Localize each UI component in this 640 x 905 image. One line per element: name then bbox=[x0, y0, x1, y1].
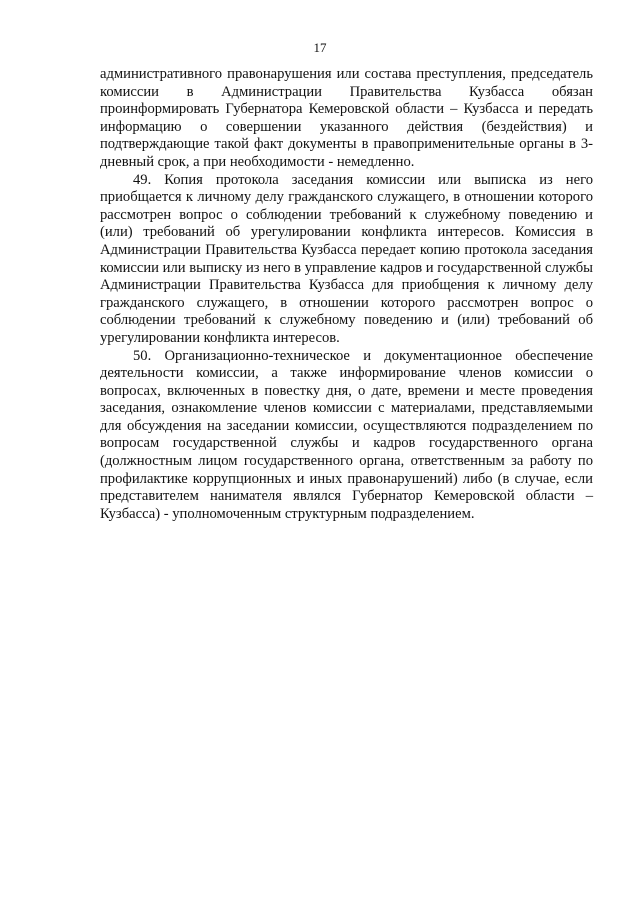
page-number: 17 bbox=[313, 40, 327, 55]
paragraph-continuation: административного правонарушения или состава преступления, председатель комиссии в Администрации Правительства Кузбасса обязан проинформировать Губернатора Кемеровской области – Кузбасса и передать информацию о совершении указанного действия (бездействия) и подтверждающие такой факт документы в правоприменительные органы в 3-дневный срок, а при необходимости - немедленно. bbox=[100, 66, 593, 170]
paragraph-item-49: 49. Копия протокола заседания комиссии или выписка из него приобщается к личному делу гражданского служащего, в отношении которого рассмотрен вопрос о соблюдении требований к служебному поведению и (или) требований об урегулировании конфликта интересов. Комиссия в Администрации Правительства Кузбасса передает копию протокола заседания комиссии или выписку из него в управление кадров и государственной службы Администрации Правительства Кузбасса для приобщения к личному делу гражданского служащего, в отношении которого рассмотрен вопрос о соблюдении требований к служебному поведению и (или) требований об урегулировании конфликта интересов. bbox=[100, 171, 593, 346]
paragraph-item-50: 50. Организационно-техническое и документационное обеспечение деятельности комиссии, а также информирование членов комиссии о вопросах, включенных в повестку дня, о дате, времени и месте проведения заседания, ознакомление членов комиссии с материалами, представляемыми для обсуждения на заседании комиссии, осуществляются подразделением по вопросам государственной службы и кадров государственного органа (должностным лицом государственного органа, ответственным за работу по профилактике коррупционных и иных правонарушений) либо (в случае, если представителем нанимателя являлся Губернатор Кемеровской области – Кузбасса) - уполномоченным структурным подразделением. bbox=[100, 347, 593, 522]
document-body bbox=[100, 66, 593, 523]
